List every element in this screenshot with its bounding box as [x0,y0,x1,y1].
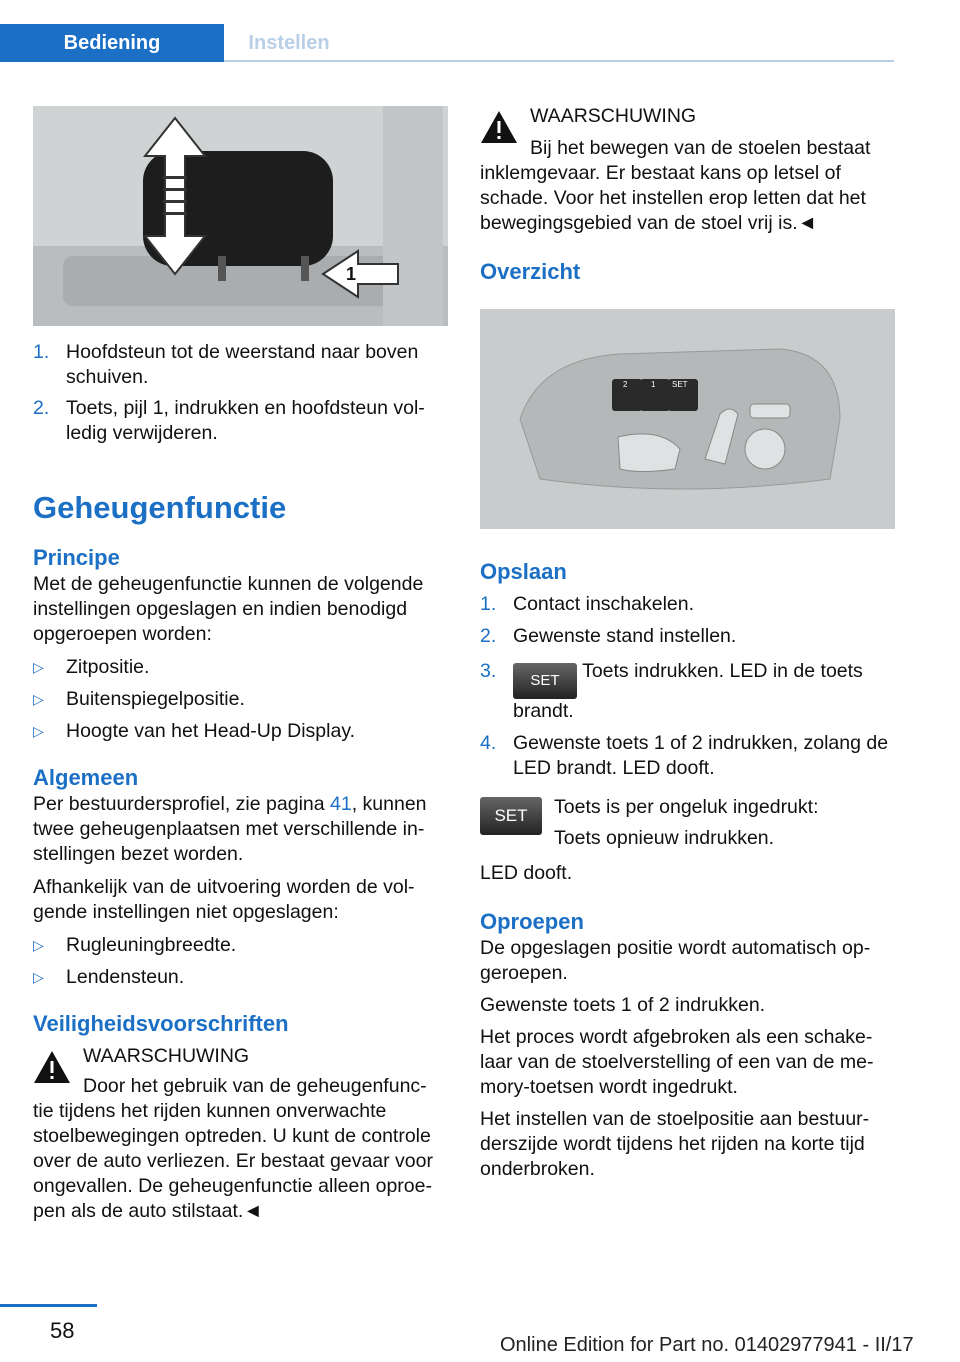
note-text-1: Toets is per ongeluk ingedrukt: [554,796,819,818]
warning-title: WAARSCHUWING [83,1045,250,1067]
list-item: 2. Toets, pijl 1, indrukken en hoofdsteun vol‐ledig verwijderen. [33,397,425,444]
section-title: Geheugenfunctie [33,490,287,525]
oproepen-heading: Oproepen [480,909,584,934]
memory-button-2: 2 [623,380,628,389]
warning-text-first: Bij het bewegen van de stoelen bestaat [530,137,871,159]
memory-button-1: 1 [651,380,656,389]
warning-icon [33,1050,71,1084]
veiligheid-heading: Veiligheidsvoorschriften [33,1011,289,1036]
algemeen-text: Per bestuurdersprofiel, zie pagina 41, kunnen twee geheugenplaatsen met verschillende in‐stellingen bezet worden. [33,793,427,865]
algemeen-text-2: Afhankelijk van de uitvoering worden de vol‐gende instellingen niet opgeslagen: [33,876,415,923]
tab-bediening[interactable]: Bediening [0,24,224,62]
page-number: 58 [50,1318,75,1343]
opslaan-steps [480,592,895,781]
warning-text: inklemgevaar. Er bestaat kans op letsel of schade. Voor het instellen erop letten dat het bewegingsgebied van de stoel vrij is.◄ [480,162,866,234]
principe-heading: Principe [33,545,120,570]
page-link[interactable]: 41 [330,793,352,815]
seat-controls-photo [480,309,895,529]
tab-instellen[interactable]: Instellen [248,31,330,54]
list-item: 4. Gewenste toets 1 of 2 indrukken, zolang de LED brandt. LED dooft. [480,732,889,779]
oproepen-text-3: Het proces wordt afgebroken als een schake‐laar van de stoelverstelling of een van de me‐mory-toetsen wordt ingedrukt. [480,1026,874,1098]
edition-text: Online Edition for Part no. 01402977941 - II/17 [500,1334,914,1356]
triangle-bullet-icon: ▷ [33,969,44,985]
algemeen-heading: Algemeen [33,765,139,790]
list-item: ▷ Buitenspiegelpositie. [33,688,245,710]
removal-steps [33,340,448,446]
warning-block [33,1044,448,1224]
principe-text: Met de geheugenfunctie kunnen de volgende instellingen opgeslagen en indien benodigd opgeroepen worden: [33,573,424,645]
oproepen-text-2: Gewenste toets 1 of 2 indrukken. [480,994,766,1016]
opslaan-heading: Opslaan [480,559,567,584]
list-item: ▷ Lendensteun. [33,966,185,988]
set-button-icon: SET [480,797,542,835]
set-button-icon: SET [513,663,577,699]
triangle-bullet-icon: ▷ [33,659,44,675]
oproepen-text-4: Het instellen van de stoelpositie aan bestuur‐derszijde wordt tijdens het rijden na korte tijd onderbroken. [480,1108,870,1180]
header-divider [224,60,894,62]
warning-text: tie tijdens het rijden kunnen onverwachte stoelbewegingen optreden. U kunt de controle over de auto verliezen. Er bestaat gevaar voor ongevallen. De geheugenfunctie alleen oproe‐pen als de auto stilstaat.◄ [33,1100,433,1222]
list-item: 1. Contact inschakelen. [480,593,695,615]
overzicht-heading: Overzicht [480,259,581,284]
oproepen-text-1: De opgeslagen positie wordt automatisch op‐geroepen. [480,937,871,984]
principe-list [33,655,448,744]
list-item: ▷ Rugleuningbreedte. [33,934,237,956]
list-item: 2. Gewenste stand instellen. [480,625,737,647]
list-item: 3. SET Toets indrukken. LED in de toets brandt. [480,660,863,722]
memory-button-set: SET [672,380,688,389]
right-column-lower [480,558,895,1182]
warning-title: WAARSCHUWING [530,105,697,127]
triangle-bullet-icon: ▷ [33,723,44,739]
list-item: 1. Hoofdsteun tot de weerstand naar boven schuiven. [33,341,419,388]
warning-block [480,104,895,236]
triangle-bullet-icon: ▷ [33,937,44,953]
note-text-2: Toets opnieuw indrukken. [554,827,775,849]
headrest-photo [33,106,448,326]
warning-text-first: Door het gebruik van de geheugenfunc‐ [83,1075,427,1097]
footer-divider [0,1304,97,1307]
algemeen-list [33,933,448,990]
list-item: ▷ Zitpositie. [33,656,150,678]
triangle-bullet-icon: ▷ [33,691,44,707]
right-column [480,104,895,286]
left-column [33,340,448,1224]
note-block [480,795,895,857]
figure-label: 1 [346,264,357,284]
warning-icon [480,110,518,144]
led-text: LED dooft. [480,862,573,884]
list-item: ▷ Hoogte van het Head-Up Display. [33,720,356,742]
